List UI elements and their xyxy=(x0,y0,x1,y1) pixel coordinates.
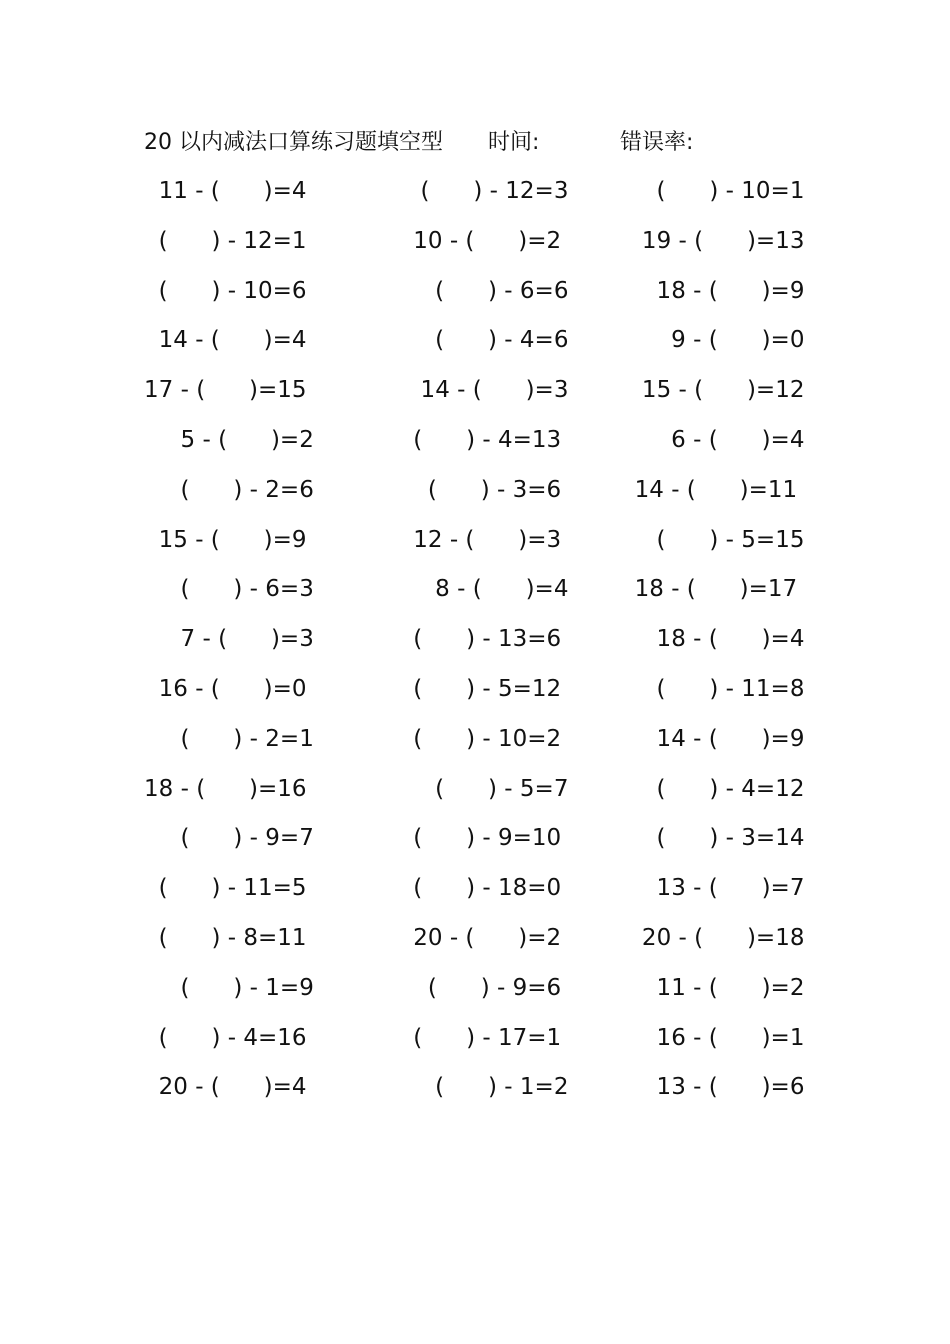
problem-item: ( ) - 9=7 xyxy=(144,825,314,852)
problem-item: ( ) - 9=10 xyxy=(384,825,562,852)
problem-item: ( ) - 8=11 xyxy=(144,924,307,951)
problem-item: 14 - ( )=11 xyxy=(620,476,798,503)
problem-item: 18 - ( )=9 xyxy=(620,277,805,304)
problem-item: 19 - ( )=13 xyxy=(620,227,805,254)
problem-item: 16 - ( )=0 xyxy=(144,675,307,702)
problem-item: 15 - ( )=9 xyxy=(144,526,307,553)
problem-row xyxy=(0,963,950,1013)
problem-item: 10 - ( )=2 xyxy=(384,227,562,254)
problem-item: 18 - ( )=17 xyxy=(620,576,798,603)
problem-row xyxy=(0,415,950,465)
problem-item: 14 - ( )=9 xyxy=(620,725,805,752)
worksheet-title: 20 以内减法口算练习题填空型 xyxy=(144,130,443,155)
problem-item: 20 - ( )=2 xyxy=(384,924,562,951)
problem-item: ( ) - 3=14 xyxy=(620,825,805,852)
problem-item: 13 - ( )=7 xyxy=(620,875,805,902)
problem-item: ( ) - 18=0 xyxy=(384,875,562,902)
problem-item: 12 - ( )=3 xyxy=(384,526,562,553)
problem-item: ( ) - 5=15 xyxy=(620,526,805,553)
problem-item: ( ) - 10=1 xyxy=(620,178,805,204)
problem-item: ( ) - 4=6 xyxy=(384,327,569,354)
problem-item: ( ) - 13=6 xyxy=(384,626,562,653)
problem-row xyxy=(0,1062,950,1112)
problem-item: 11 - ( )=2 xyxy=(620,974,805,1001)
problem-item: 11 - ( )=4 xyxy=(144,178,307,204)
problem-item: 20 - ( )=4 xyxy=(144,1074,307,1101)
error-rate-label: 错误率: xyxy=(620,130,694,155)
problem-item: 6 - ( )=4 xyxy=(620,426,805,453)
problem-row xyxy=(0,614,950,664)
problem-item: ( ) - 12=3 xyxy=(384,178,569,204)
problem-item: ( ) - 10=6 xyxy=(144,277,307,304)
problem-item: ( ) - 12=1 xyxy=(144,227,307,254)
problem-row xyxy=(0,216,950,266)
problem-item: 17 - ( )=15 xyxy=(144,377,307,404)
problem-item: 14 - ( )=3 xyxy=(384,377,569,404)
problem-item: ( ) - 1=2 xyxy=(384,1074,569,1101)
problem-row xyxy=(0,813,950,863)
problem-item: ( ) - 3=6 xyxy=(384,476,562,503)
problem-row xyxy=(0,465,950,515)
problem-item: ( ) - 2=6 xyxy=(144,476,314,503)
problem-row xyxy=(0,266,950,316)
problem-row xyxy=(0,315,950,365)
problem-item: 13 - ( )=6 xyxy=(620,1074,805,1101)
problem-item: ( ) - 2=1 xyxy=(144,725,314,752)
worksheet-header xyxy=(144,126,844,160)
problem-row xyxy=(0,365,950,415)
problem-item: 18 - ( )=4 xyxy=(620,626,805,653)
problem-row xyxy=(0,863,950,913)
problem-row xyxy=(0,1013,950,1063)
problem-item: ( ) - 11=8 xyxy=(620,675,805,702)
problem-row xyxy=(0,515,950,565)
problem-item: ( ) - 6=3 xyxy=(144,576,314,603)
problem-item: ( ) - 4=13 xyxy=(384,426,562,453)
problem-item: 18 - ( )=16 xyxy=(144,775,307,802)
problem-row xyxy=(0,564,950,614)
problem-row xyxy=(0,166,950,216)
problem-item: 14 - ( )=4 xyxy=(144,327,307,354)
problem-item: ( ) - 6=6 xyxy=(384,277,569,304)
problem-row xyxy=(0,714,950,764)
problem-row xyxy=(0,664,950,714)
problem-item: ( ) - 4=16 xyxy=(144,1024,307,1051)
problem-item: 20 - ( )=18 xyxy=(620,924,805,951)
problem-item: ( ) - 17=1 xyxy=(384,1024,562,1051)
problem-item: ( ) - 9=6 xyxy=(384,974,562,1001)
problem-item: ( ) - 1=9 xyxy=(144,974,314,1001)
problem-item: 5 - ( )=2 xyxy=(144,426,314,453)
problem-row xyxy=(0,913,950,963)
problem-item: ( ) - 11=5 xyxy=(144,875,307,902)
problem-grid xyxy=(0,166,950,1112)
problem-item: 7 - ( )=3 xyxy=(144,626,314,653)
problem-item: ( ) - 5=7 xyxy=(384,775,569,802)
time-label: 时间: xyxy=(488,130,540,155)
problem-item: ( ) - 10=2 xyxy=(384,725,562,752)
problem-item: 9 - ( )=0 xyxy=(620,327,805,354)
problem-item: ( ) - 4=12 xyxy=(620,775,805,802)
problem-item: 15 - ( )=12 xyxy=(620,377,805,404)
problem-item: 8 - ( )=4 xyxy=(384,576,569,603)
problem-item: 16 - ( )=1 xyxy=(620,1024,805,1051)
problem-item: ( ) - 5=12 xyxy=(384,675,562,702)
problem-row xyxy=(0,764,950,814)
